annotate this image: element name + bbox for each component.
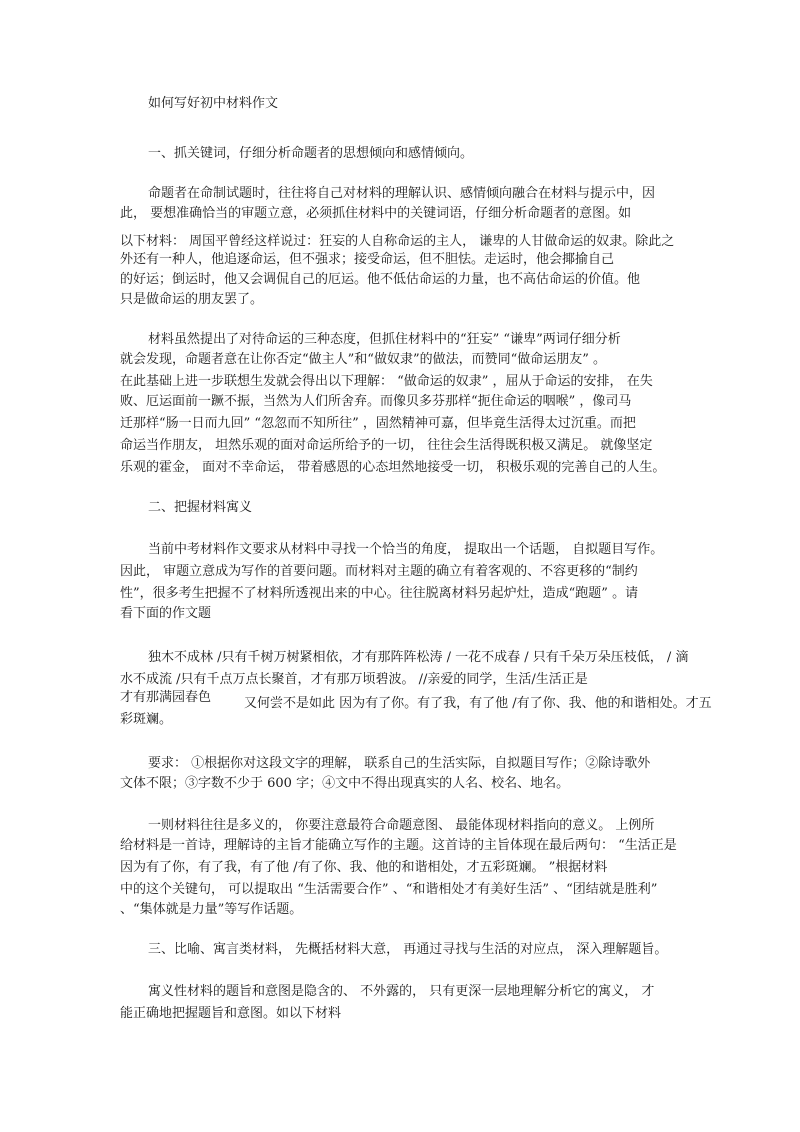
section-2-paragraph-2-line: 一则材料往往是多义的， 你要注意最符合命题意图、 最能体现材料指向的意义。 上例所 xyxy=(148,818,655,833)
section-1-paragraph-1-line: 以下材料： 周国平曾经这样说过：狂妄的人自称命运的主人， 谦卑的人甘做命运的奴隶。除此之 xyxy=(120,234,675,249)
section-2-paragraph-2-line: 中的这个关键句， 可以提取出 “生活需要合作” 、“和谐相处才有美好生活” 、“团结就是胜利” xyxy=(120,882,658,897)
requirements-line: 文体不限；③字数不少于 600 字；④文中不得出现真实的人名、校名、地名。 xyxy=(120,776,570,791)
section-1-paragraph-2-line: 就会发现，命题者意在让你否定“做主人”和“做奴隶”的做法，而赞同“做命运朋友” 。 xyxy=(120,352,607,367)
section-1-paragraph-1-line: 只是做命运的朋友罢了。 xyxy=(120,292,264,307)
section-2-heading: 二、把握材料寓义 xyxy=(148,500,253,515)
requirements-line: 要求： ①根据你对这段文字的理解， 联系自己的生活实际，自拟题目写作；②除诗歌外 xyxy=(148,756,651,771)
section-2-paragraph-1-line: 因此， 审题立意成为写作的首要问题。而材料对主题的确立有着客观的、不容更移的“制约 xyxy=(120,564,638,579)
poem-line-right: 又何尝不是如此 因为有了你。有了我，有了他 /有了你、我、他的和谐相处。才五 xyxy=(244,696,712,711)
document-title: 如何写好初中材料作文 xyxy=(148,96,279,111)
section-3-paragraph-1-line: 能正确地把握题旨和意图。如以下材料 xyxy=(120,1006,342,1021)
section-1-paragraph-2-line: 迁那样“肠一日而九回” “忽忽而不知所往” ，固然精神可嘉，但毕竟生活得太过沉重。而把 xyxy=(120,416,636,431)
section-2-paragraph-2-line: 给材料是一首诗，理解诗的主旨才能确立写作的主题。这首诗的主旨体现在最后两句： “生活正是 xyxy=(120,838,677,853)
poem-line: 彩斑斓。 xyxy=(120,712,173,727)
section-1-paragraph-2-line: 乐观的霍金， 面对不幸命运， 带着感恩的心态坦然地接受一切， 积极乐观的完善自己的人生。 xyxy=(120,460,666,475)
section-2-paragraph-1-line: 当前中考材料作文要求从材料中寻找一个恰当的角度， 提取出一个话题， 自拟题目写作。 xyxy=(148,542,664,557)
poem-line: 独木不成林 /只有千树万树紧相依，才有那阵阵松涛 / 一花不成春 / 只有千朵万朵压枝低， / 滴 xyxy=(148,650,689,665)
section-3-heading: 三、比喻、寓言类材料， 先概括材料大意， 再通过寻找与生活的对应点， 深入理解题旨。 xyxy=(148,942,668,957)
section-1-paragraph-1-line: 命题者在命制试题时，往往将自己对材料的理解认识、感情倾向融合在材料与提示中，因 xyxy=(148,186,656,201)
section-1-paragraph-1-line: 的好运；倒运时，他又会调侃自己的厄运。他不低估命运的力量，也不高估命运的价值。他 xyxy=(120,272,641,287)
section-1-paragraph-2-line: 命运当作朋友， 坦然乐观的面对命运所给予的一切， 往往会生活得既积极又满足。 就像坚定 xyxy=(120,438,653,453)
poem-line: 水不成流 /只有千点万点长聚首，才有那万顷碧波。 //亲爱的同学，生活/生活正是 xyxy=(120,672,588,687)
section-1-paragraph-2-line: 败、厄运面前一蹶不振，当然为人们所舍弃。而像贝多芬那样“扼住命运的咽喉” ，像司马 xyxy=(120,394,632,409)
section-1-paragraph-1-line: 此， 要想准确恰当的审题立意，必须抓住材料中的关键词语，仔细分析命题者的意图。如 xyxy=(120,206,632,221)
section-2-paragraph-2-line: 、“集体就是力量”等写作话题。 xyxy=(120,902,303,917)
section-1-heading: 一、抓关键词，仔细分析命题者的思想倾向和感情倾向。 xyxy=(148,146,474,161)
section-1-paragraph-2-line: 在此基础上进一步联想生发就会得出以下理解： “做命运的奴隶” ，屈从于命运的安排， 在失 xyxy=(120,374,653,389)
poem-line-left: 才有那满园春色 xyxy=(120,690,212,705)
section-2-paragraph-2-line: 因为有了你，有了我，有了他 /有了你、我、他的和谐相处，才五彩斑斓。 ”根据材料 xyxy=(120,860,608,875)
section-2-paragraph-1-line: 看下面的作文题 xyxy=(120,606,212,621)
section-1-paragraph-2-line: 材料虽然提出了对待命运的三种态度，但抓住材料中的“狂妄” “谦卑”两词仔细分析 xyxy=(148,332,621,347)
section-2-paragraph-1-line: 性”，很多考生把握不了材料所透视出来的中心。往往脱离材料另起炉灶，造成“跑题” 。请 xyxy=(120,586,639,601)
section-1-paragraph-1-line: 外还有一种人，他追逐命运，但不强求；接受命运，但不胆怯。走运时，他会揶揄自己 xyxy=(120,252,615,267)
section-3-paragraph-1-line: 寓义性材料的题旨和意图是隐含的、 不外露的， 只有更深一层地理解分析它的寓义， 才 xyxy=(148,984,655,999)
